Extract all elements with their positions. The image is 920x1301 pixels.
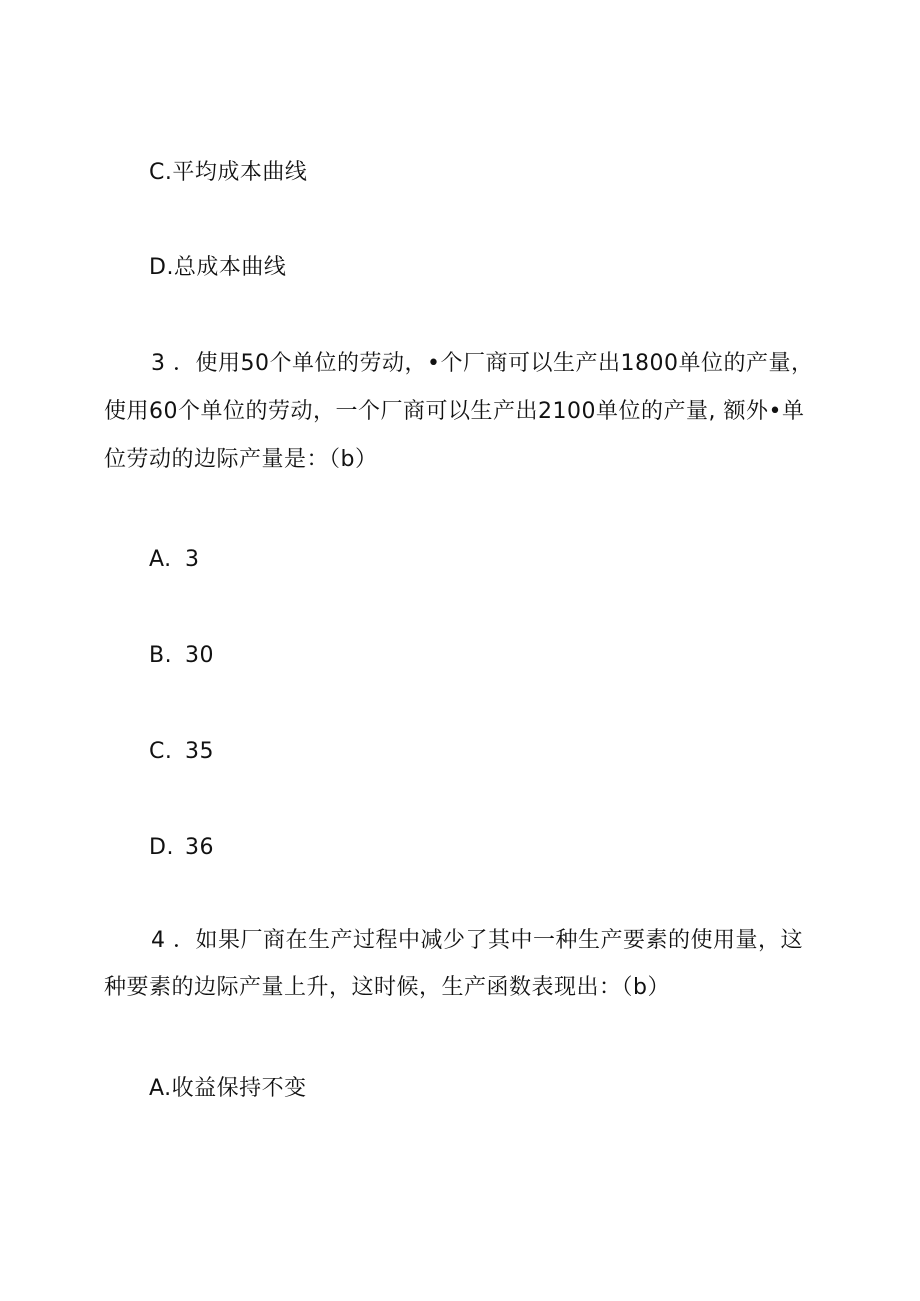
option-label: C.	[149, 739, 173, 764]
option-value: 36	[185, 835, 214, 860]
question-3-option-c	[149, 737, 214, 767]
question-3-option-d	[149, 833, 214, 863]
option-label: B.	[149, 643, 173, 668]
question-4-line-1: 4 ．如果厂商在生产过程中减少了其中一种生产要素的使用量，这	[151, 928, 803, 953]
question-3-option-a	[149, 545, 200, 575]
option-c-average-cost: C.平均成本曲线	[149, 160, 308, 185]
question-3-line-3: 位劳动的边际产量是：（b）	[104, 447, 378, 472]
question-4-line-2: 种要素的边际产量上升，这时候，生产函数表现出：（b）	[104, 975, 670, 1000]
option-d-total-cost: D.总成本曲线	[149, 255, 287, 280]
option-value: 35	[185, 739, 214, 764]
option-value: 30	[185, 643, 214, 668]
question-3-option-b	[149, 641, 214, 671]
question-3-line-2: 使用60个单位的劳动，一个厂商可以生产出2100单位的产量, 额外•单	[104, 399, 805, 424]
option-label: D.	[149, 835, 174, 860]
option-label: A.	[149, 547, 172, 572]
question-3-line-1: 3 ．使用50个单位的劳动，•个厂商可以生产出1800单位的产量，	[151, 351, 814, 376]
option-value: 3	[185, 547, 200, 572]
question-4-option-a: A.收益保持不变	[149, 1076, 307, 1101]
